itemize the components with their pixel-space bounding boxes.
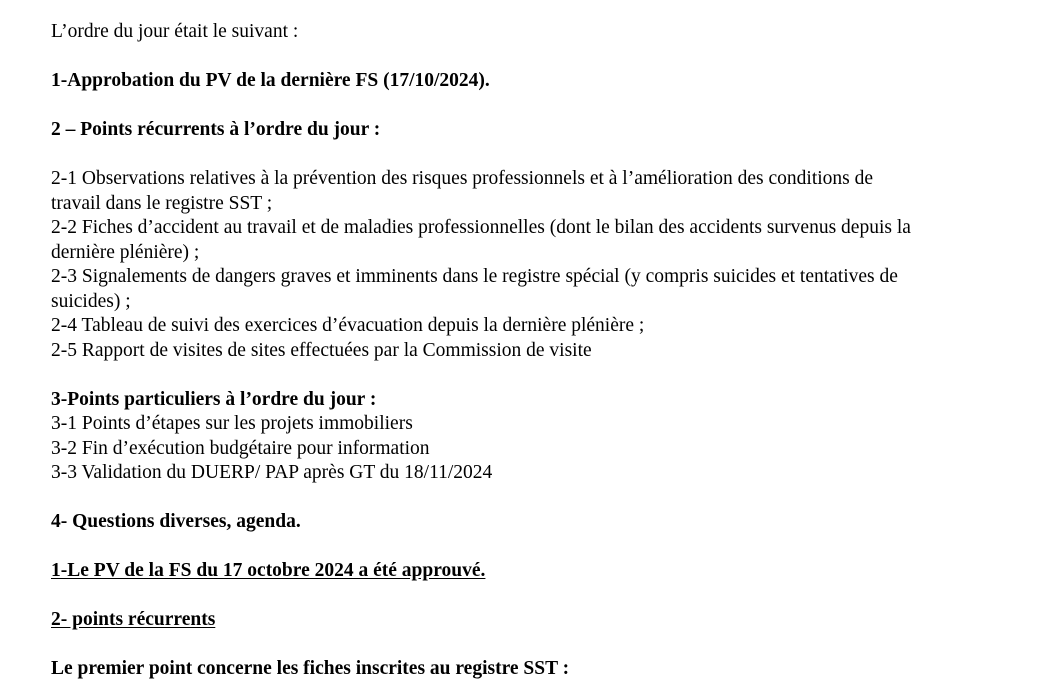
agenda-item-1: 1-Approbation du PV de la dernière FS (17/10/2024). — [51, 70, 490, 91]
agenda-item-4: 4- Questions diverses, agenda. — [51, 511, 301, 532]
section-1-title: 1-Le PV de la FS du 17 octobre 2024 a été approuvé. — [51, 560, 486, 581]
spacer — [51, 535, 1011, 560]
spacer — [51, 363, 1011, 388]
agenda-item-2-4: 2-4 Tableau de suivi des exercices d’évacuation depuis la dernière plénière ; — [51, 315, 645, 336]
agenda-item-3-1: 3-1 Points d’étapes sur les projets immobiliers — [51, 413, 413, 434]
agenda-item-2-5: 2-5 Rapport de visites de sites effectuées par la Commission de visite — [51, 339, 592, 361]
agenda-intro: L’ordre du jour était le suivant : — [51, 21, 299, 42]
agenda-item-2-1-line-b: travail dans le registre SST ; — [51, 192, 273, 214]
agenda-item-2-2-line-a: 2-2 Fiches d’accident au travail et de maladies professionnelles (dont le bilan des accidents survenus depuis la — [51, 217, 911, 238]
spacer — [51, 486, 1011, 511]
section-2-title: 2- points récurrents — [51, 609, 216, 630]
section-2-first-point: Le premier point concerne les fiches inscrites au registre SST : — [51, 658, 570, 679]
spacer — [51, 584, 1011, 609]
spacer — [51, 633, 1011, 658]
spacer — [51, 45, 1011, 70]
agenda-item-2-3-line-b: suicides) ; — [51, 290, 131, 312]
agenda-item-2-heading: 2 – Points récurrents à l’ordre du jour : — [51, 119, 381, 140]
agenda-item-2-2-line-b: dernière plénière) ; — [51, 241, 200, 263]
spacer — [51, 94, 1011, 119]
agenda-item-2-1-line-a: 2-1 Observations relatives à la prévention des risques professionnels et à l’amélioration des conditions de — [51, 168, 874, 189]
document-page — [51, 20, 1011, 682]
agenda-item-3-heading: 3-Points particuliers à l’ordre du jour : — [51, 388, 377, 410]
agenda-item-2-3-line-a: 2-3 Signalements de dangers graves et imminents dans le registre spécial (y compris suicides et tentatives de — [51, 266, 898, 287]
agenda-item-3-2: 3-2 Fin d’exécution budgétaire pour information — [51, 437, 430, 459]
agenda-item-3-3: 3-3 Validation du DUERP/ PAP après GT du 18/11/2024 — [51, 462, 493, 483]
spacer — [51, 143, 1011, 168]
